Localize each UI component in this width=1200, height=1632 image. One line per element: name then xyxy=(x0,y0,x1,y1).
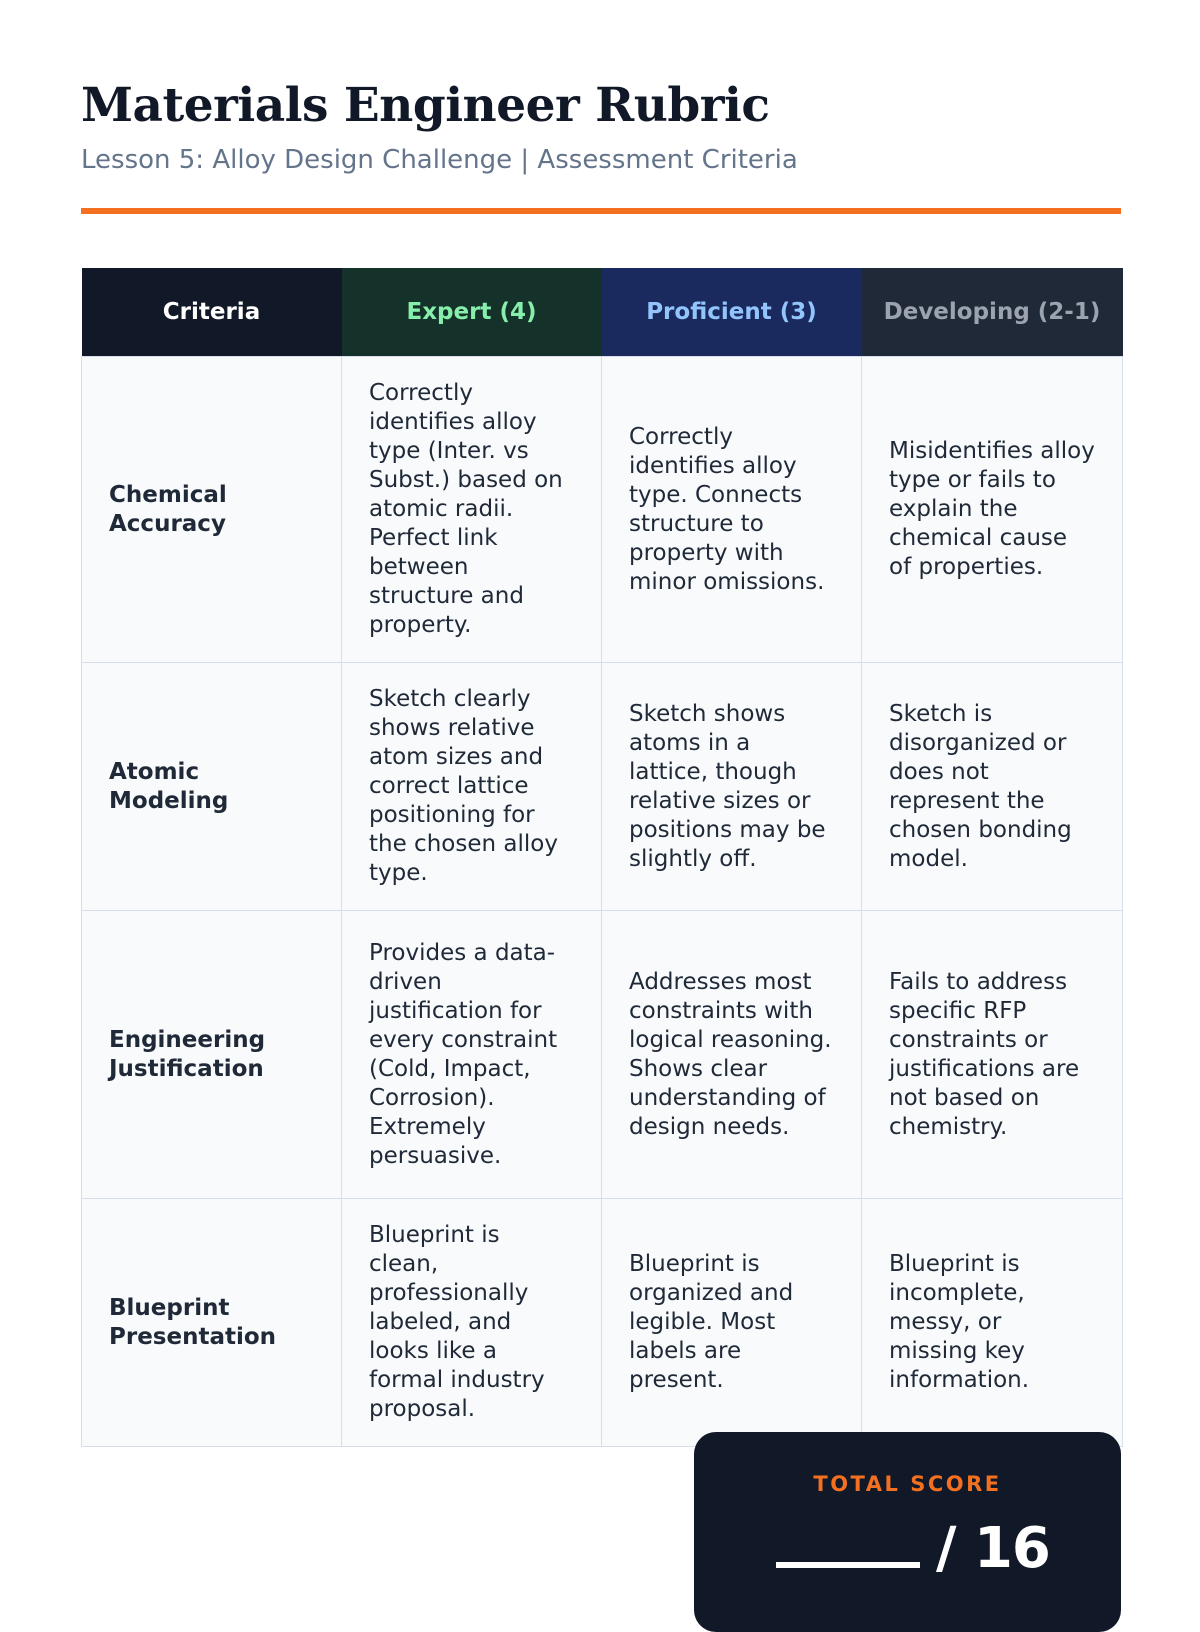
table-row xyxy=(82,357,1123,663)
score-max-text: / 16 xyxy=(936,1516,1050,1581)
criteria-cell: Engineering Justification xyxy=(82,911,342,1199)
criteria-cell: Blueprint Presentation xyxy=(82,1199,342,1447)
total-score-label: TOTAL SCORE xyxy=(813,1472,1002,1496)
header-proficient: Proficient (3) xyxy=(602,268,862,357)
proficient-cell: Correctly identifies alloy type. Connects structure to property with minor omissions. xyxy=(602,357,862,663)
proficient-cell: Blueprint is organized and legible. Most labels are present. xyxy=(602,1199,862,1447)
expert-cell: Provides a data-driven justification for every constraint (Cold, Impact, Corrosion). Extremely persuasive. xyxy=(342,911,602,1199)
criteria-cell: Chemical Accuracy xyxy=(82,357,342,663)
rubric-table xyxy=(81,268,1123,1447)
table-row xyxy=(82,911,1123,1199)
header-developing: Developing (2-1) xyxy=(862,268,1123,357)
table-row xyxy=(82,663,1123,911)
expert-cell: Sketch clearly shows relative atom sizes and correct lattice positioning for the chosen alloy type. xyxy=(342,663,602,911)
criteria-cell: Atomic Modeling xyxy=(82,663,342,911)
header-row xyxy=(82,268,1123,357)
developing-cell: Fails to address specific RFP constraints or justifications are not based on chemistry. xyxy=(862,911,1123,1199)
developing-cell: Sketch is disorganized or does not represent the chosen bonding model. xyxy=(862,663,1123,911)
developing-cell: Blueprint is incomplete, messy, or missing key information. xyxy=(862,1199,1123,1447)
header-divider xyxy=(81,208,1121,214)
developing-cell: Misidentifies alloy type or fails to explain the chemical cause of properties. xyxy=(862,357,1123,663)
header-criteria: Criteria xyxy=(82,268,342,357)
expert-cell: Correctly identifies alloy type (Inter. vs Subst.) based on atomic radii. Perfect link between structure and property. xyxy=(342,357,602,663)
proficient-cell: Sketch shows atoms in a lattice, though relative sizes or positions may be slightly off. xyxy=(602,663,862,911)
score-blank-line[interactable] xyxy=(776,1562,920,1568)
page-title: Materials Engineer Rubric xyxy=(81,78,770,133)
expert-cell: Blueprint is clean, professionally labeled, and looks like a formal industry proposal. xyxy=(342,1199,602,1447)
total-score-card xyxy=(694,1432,1121,1632)
header-expert: Expert (4) xyxy=(342,268,602,357)
proficient-cell: Addresses most constraints with logical reasoning. Shows clear understanding of design needs. xyxy=(602,911,862,1199)
table-row xyxy=(82,1199,1123,1447)
page-subtitle: Lesson 5: Alloy Design Challenge | Assessment Criteria xyxy=(81,145,798,175)
